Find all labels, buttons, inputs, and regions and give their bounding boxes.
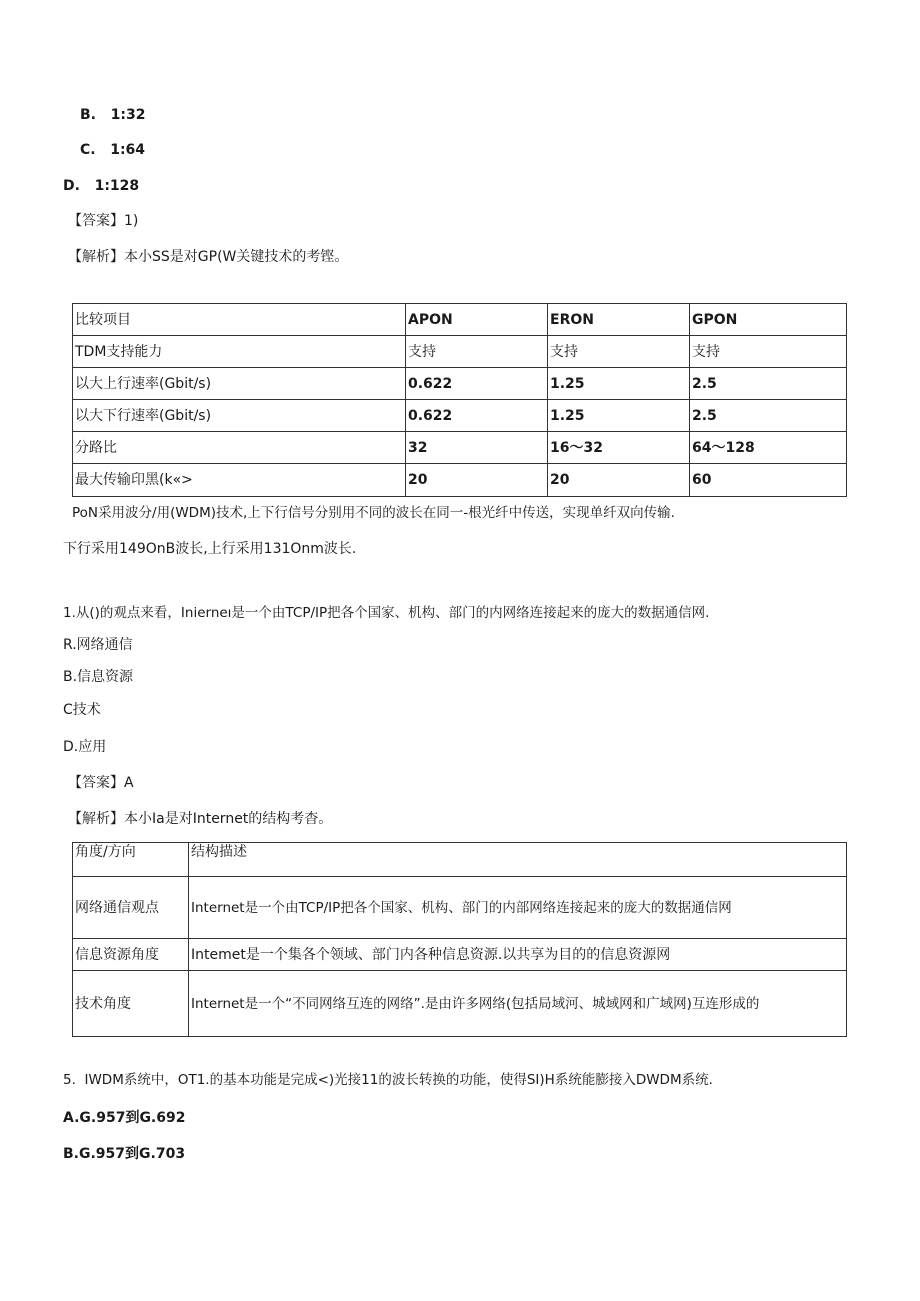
table-cell: 32	[406, 432, 548, 464]
table-cell: TDM支持能力	[73, 336, 406, 368]
option-c: C. 1:64	[80, 142, 146, 158]
table-cell: 角度/方向	[73, 843, 189, 877]
table-row	[73, 939, 847, 971]
option-b: B. 1:32	[80, 107, 146, 123]
table-cell: GPON	[690, 304, 847, 336]
table-row	[73, 464, 847, 497]
table-cell: 2.5	[690, 400, 847, 432]
table-cell: 网络通信观点	[73, 877, 189, 939]
question-5-option-b: B.G.957到G.703	[63, 1146, 186, 1162]
table-cell: 64〜128	[690, 432, 847, 464]
question-1-option-b: B.信息资源	[63, 669, 134, 685]
pon-comparison-table	[72, 303, 847, 497]
table-cell: 信息资源角度	[73, 939, 189, 971]
table-cell: 以大上行速率(Gbit/s)	[73, 368, 406, 400]
pon-note-1: PoN采用波分/用(WDM)技术,上下行信号分别用不同的波长在同一-根光纤中传送，实现单纤双向传输.	[72, 505, 675, 521]
question-5-option-a: A.G.957到G.692	[63, 1110, 186, 1126]
table-cell: 60	[690, 464, 847, 497]
analysis-prev: 【解析】本小SS是对GP(W关键技术的考铿。	[68, 249, 349, 265]
table-cell: 支持	[406, 336, 548, 368]
table-cell: 技术角度	[73, 971, 189, 1037]
table-row	[73, 971, 847, 1037]
table-cell: 16〜32	[548, 432, 690, 464]
table-cell: 比较项目	[73, 304, 406, 336]
table-cell: 最大传输印黑(k«>	[73, 464, 406, 497]
table-cell: Internet是一个“不同网络互连的网络”.是由许多网络(包括局域河、城域网和广域网)互连形成的	[189, 971, 847, 1037]
question-1-analysis: 【解析】本小Ia是对Internet的结构考杳。	[68, 811, 333, 827]
answer-prev: 【答案】1)	[68, 213, 139, 229]
table-cell: 分路比	[73, 432, 406, 464]
table-cell: 1.25	[548, 400, 690, 432]
table-row	[73, 877, 847, 939]
pon-note-2: 下行采用149OnB波长,上行采用131Onm波长.	[63, 541, 357, 557]
table-cell: 20	[548, 464, 690, 497]
table-cell: 支持	[548, 336, 690, 368]
table-cell: 支持	[690, 336, 847, 368]
table-cell: 结构描述	[189, 843, 847, 877]
table-cell: APON	[406, 304, 548, 336]
question-5-stem: 5. IWDM系统中，OT1.的基本功能是完成<)光接11的波长转换的功能，使得SI)H系统能膨接入DWDM系统.	[63, 1072, 713, 1088]
table-header-row	[73, 843, 847, 877]
question-1-answer: 【答案】A	[68, 775, 134, 791]
question-1-option-c: C技术	[63, 702, 101, 718]
question-1-option-a: R.网络通信	[63, 637, 133, 653]
table-cell: Internet是一个由TCP/IP把各个国家、机构、部门的内部网络连接起来的庞大的数据通信网	[189, 877, 847, 939]
question-1-stem: 1.从()的观点来看，Inierneı是一个由TCP/IP把各个国家、机构、部门的内网络连接起来的庞大的数据通信网.	[63, 605, 710, 621]
table-cell: 20	[406, 464, 548, 497]
option-d: D. 1:128	[63, 178, 140, 194]
table-cell: 以大下行速率(Gbit/s)	[73, 400, 406, 432]
question-1-option-d: D.应用	[63, 739, 107, 755]
table-cell: 0.622	[406, 368, 548, 400]
table-cell: ERON	[548, 304, 690, 336]
table-cell: Intemet是一个集各个领域、部门内各种信息资源.以共享为目的的信息资源网	[189, 939, 847, 971]
table-row	[73, 432, 847, 464]
table-header-row	[73, 304, 847, 336]
table-row	[73, 368, 847, 400]
table-cell: 1.25	[548, 368, 690, 400]
internet-structure-table	[72, 842, 847, 1037]
table-row	[73, 400, 847, 432]
table-row	[73, 336, 847, 368]
table-cell: 0.622	[406, 400, 548, 432]
table-cell: 2.5	[690, 368, 847, 400]
